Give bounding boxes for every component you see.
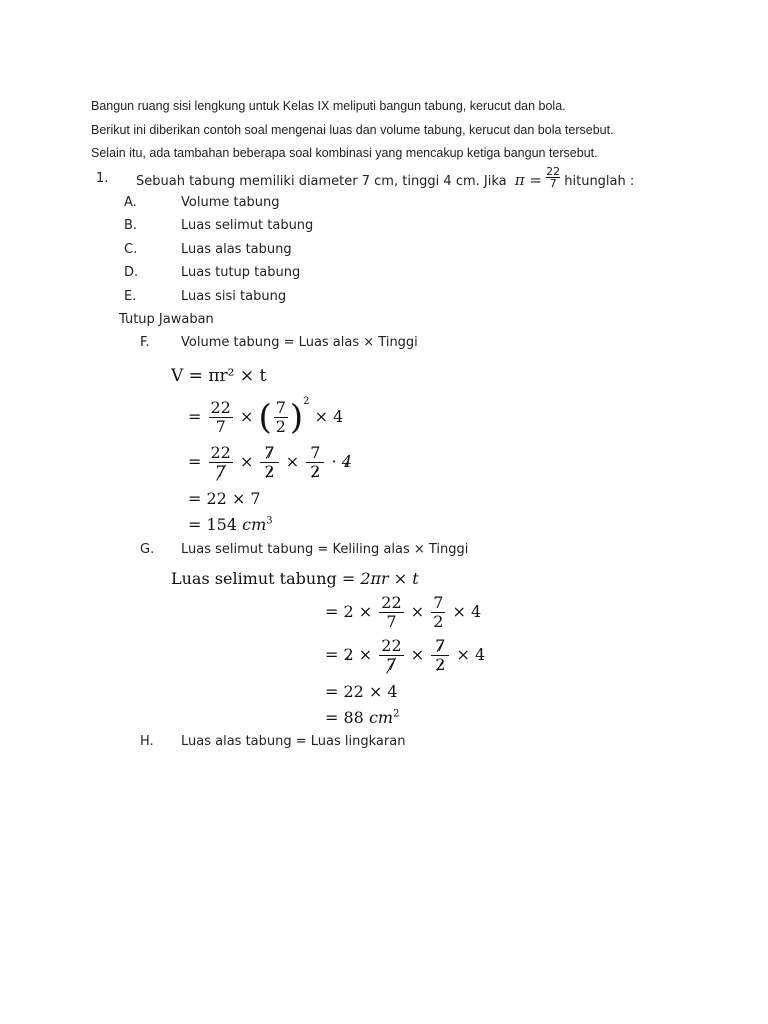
selimut-result-unit: cm	[368, 708, 394, 727]
volume-formula-line-1: V = πr² × t	[171, 366, 267, 386]
frac-7-2-cancel-b: $\frac{7}{2}$	[306, 444, 324, 481]
answer-label-g: Luas selimut tabung = Keliling alas × Tinggi	[181, 542, 469, 557]
question-text	[136, 165, 635, 190]
volume-formula-line-4: = 22 × 7	[188, 489, 261, 508]
selimut-formula-line-5	[325, 708, 399, 727]
item-label-d: Luas tutup tabung	[181, 265, 301, 280]
intro-line-3: Selain itu, ada tambahan beberapa soal kombinasi yang mencakup ketiga bangun tersebut.	[91, 146, 598, 160]
volume-formula-line-3: = $\frac{22}{7}$ × $\frac{7}{2}$ × $\frac{7}{2}$ · 4	[188, 443, 352, 481]
question-text-before: Sebuah tabung memiliki diameter 7 cm, tinggi 4 cm. Jika	[136, 174, 507, 189]
volume-result-value: = 154	[188, 515, 238, 534]
item-label-e: Luas sisi tabung	[181, 289, 287, 304]
item-letter-e: E.	[124, 289, 137, 304]
frac-7-2-cancel-a: $\frac{7}{2}$	[260, 444, 278, 481]
item-letter-b: B.	[124, 218, 138, 233]
toggle-answer-button[interactable]: Tutup Jawaban	[119, 312, 214, 327]
selimut-result-exp: 2	[393, 708, 400, 720]
selimut-result-value: = 88	[325, 708, 364, 727]
selimut-formula-line-4: = 22 × 4	[325, 682, 398, 701]
selimut-lhs: Luas selimut tabung	[171, 569, 337, 588]
item-label-a: Volume tabung	[181, 195, 280, 210]
answer-label-h: Luas alas tabung = Luas lingkaran	[181, 734, 406, 749]
item-letter-a: A.	[124, 195, 137, 210]
pi-denominator: 7	[549, 177, 557, 190]
question-number: 1.	[96, 171, 109, 186]
item-letter-c: C.	[124, 242, 138, 257]
volume-formula-line-5	[188, 515, 273, 534]
intro-line-1: Bangun ruang sisi lengkung untuk Kelas IX meliputi bangun tabung, kerucut dan bola.	[91, 99, 566, 113]
volume-result-unit: cm	[242, 515, 267, 534]
frac-22-7: $\frac{22}{7}$	[210, 398, 231, 436]
volume-formula-line-2: = $\frac{22}{7}$ × ( $\frac{7}{2}$ )$^2$ × 4	[188, 396, 344, 438]
pi-fraction	[546, 166, 560, 189]
item-label-c: Luas alas tabung	[181, 242, 292, 257]
answer-letter-h: H.	[140, 734, 154, 749]
answer-letter-f: F.	[140, 335, 150, 350]
selimut-line1-rhs: = 2πr × t	[341, 569, 419, 588]
selimut-formula-line-2: = 2 × $\frac{22}{7}$ × $\frac{7}{2}$ × 4	[325, 593, 482, 631]
volume-result-exp: 3	[266, 515, 273, 527]
item-label-b: Luas selimut tabung	[181, 218, 314, 233]
frac-22-7-cancel: $\frac{22}{7}$	[210, 443, 231, 481]
frac-7-2: $\frac{7}{2}$	[275, 398, 286, 436]
pi-label: π =	[514, 171, 542, 189]
selimut-formula-line-3: = 2 × $\frac{22}{7}$ × $\frac{7}{2}$ × 4	[325, 636, 486, 674]
intro-line-2: Berikut ini diberikan contoh soal mengenai luas dan volume tabung, kerucut dan bola tersebut.	[91, 123, 614, 137]
answer-letter-g: G.	[140, 542, 155, 557]
answer-label-f: Volume tabung = Luas alas × Tinggi	[181, 335, 418, 350]
question-text-after: hitunglah :	[564, 174, 635, 189]
item-letter-d: D.	[124, 265, 139, 280]
pi-numerator: 22	[546, 165, 561, 178]
selimut-formula-line-1	[171, 569, 419, 588]
